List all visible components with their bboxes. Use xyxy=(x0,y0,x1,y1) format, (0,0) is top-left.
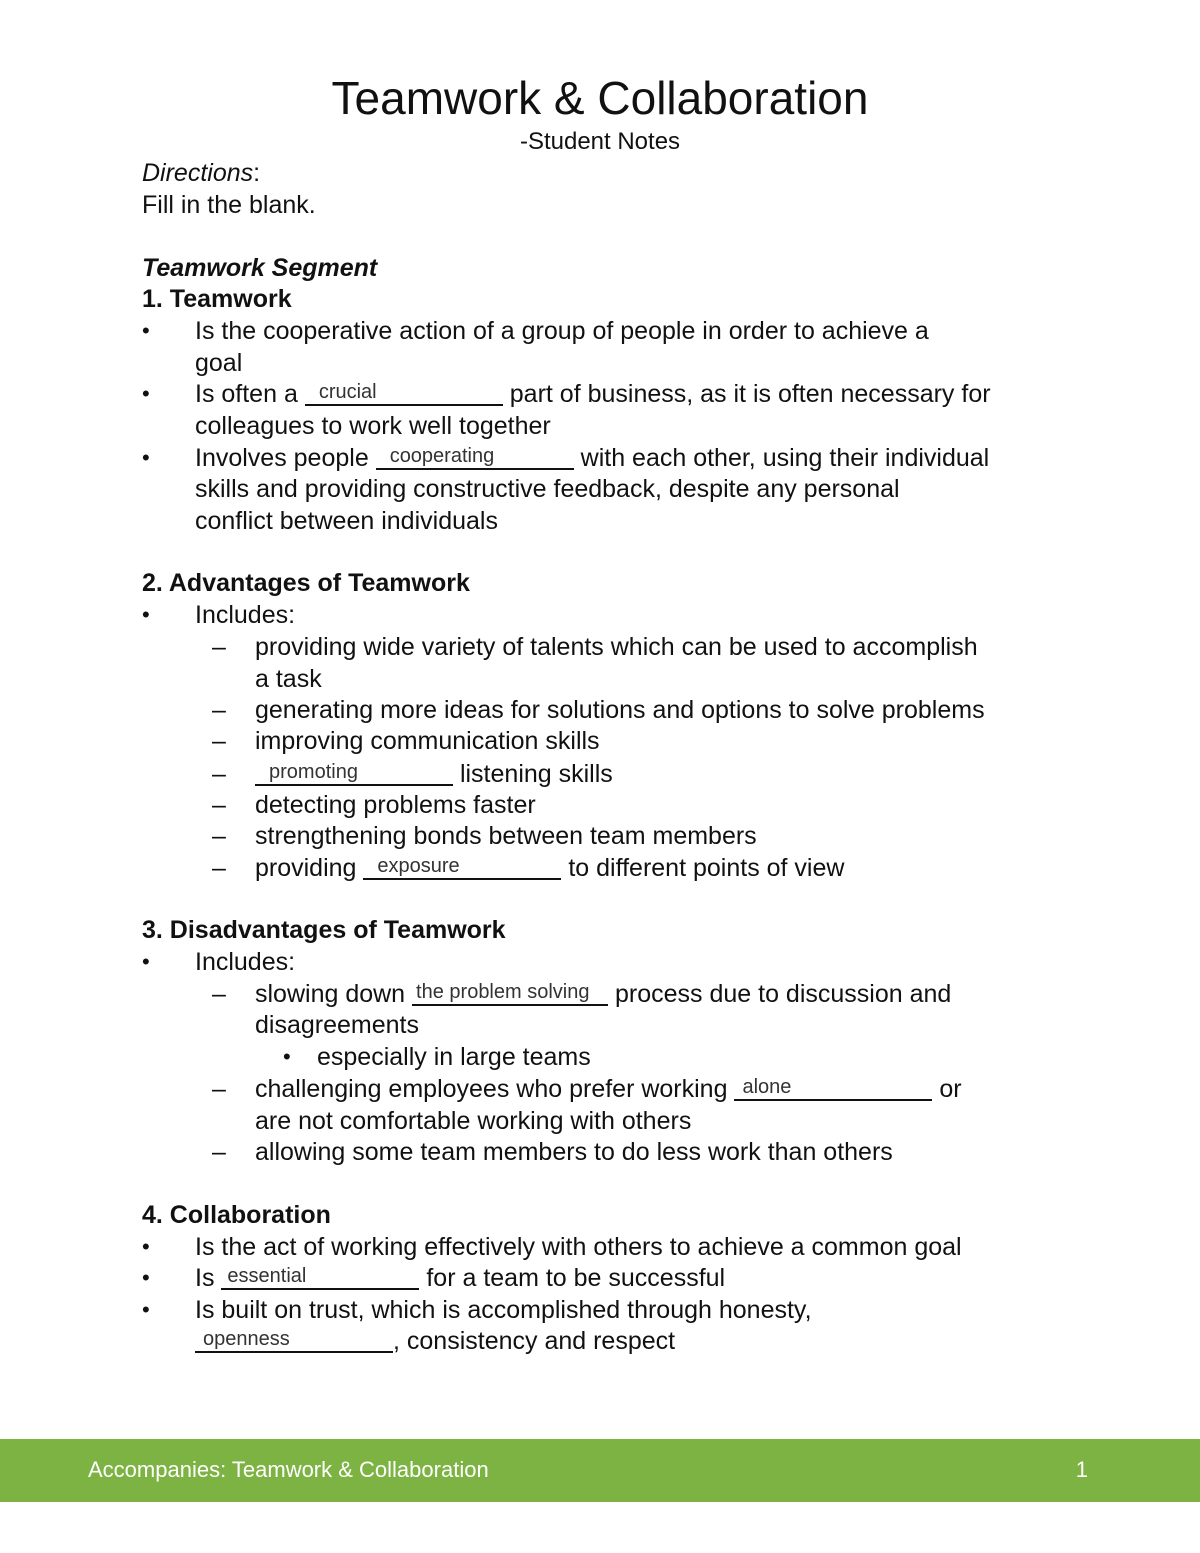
dash-icon: – xyxy=(212,980,226,1008)
document-title: Teamwork & Collaboration xyxy=(331,72,869,124)
list-item: Is built on trust, which is accomplished through honesty, xyxy=(195,1296,812,1324)
text-segment: Involves people xyxy=(195,444,369,472)
text-segment: for a team to be successful xyxy=(426,1264,726,1292)
list-item-continued: colleagues to work well together xyxy=(195,412,551,440)
dash-icon: – xyxy=(212,696,226,724)
section-heading: 4. Collaboration xyxy=(142,1201,331,1229)
sub-list-item: detecting problems faster xyxy=(255,791,536,819)
text-segment: slowing down xyxy=(255,980,406,1008)
text-segment: or xyxy=(939,1075,962,1103)
directions-label: Directions xyxy=(142,159,254,187)
list-item-continued xyxy=(195,1325,675,1357)
fill-blank xyxy=(412,980,608,1006)
sub-list-item-continued: a task xyxy=(255,665,322,693)
sub-list-item: generating more ideas for solutions and options to solve problems xyxy=(255,696,985,724)
page-footer xyxy=(0,1439,1200,1502)
text-segment: , consistency and respect xyxy=(393,1327,676,1355)
bullet-icon: • xyxy=(142,381,150,406)
fill-blank xyxy=(305,380,503,406)
fill-blank xyxy=(255,760,453,786)
segment-title: Teamwork Segment xyxy=(142,254,378,282)
sub-list-item: allowing some team members to do less work than others xyxy=(255,1138,893,1166)
bullet-icon: • xyxy=(283,1044,291,1069)
text-segment: challenging employees who prefer working xyxy=(255,1075,728,1103)
list-item: Includes: xyxy=(195,601,296,629)
sub-list-item xyxy=(255,852,844,884)
list-item-continued: skills and providing constructive feedback, despite any personal xyxy=(195,475,900,503)
blank-answer: openness xyxy=(203,1328,290,1350)
sub-list-item: improving communication skills xyxy=(255,727,600,755)
list-item xyxy=(195,1262,725,1294)
nested-list-item: especially in large teams xyxy=(317,1043,591,1071)
list-item: Is the cooperative action of a group of people in order to achieve a xyxy=(195,317,929,345)
text-segment: Is often a xyxy=(195,380,298,408)
blank-answer: essential xyxy=(227,1265,307,1287)
bullet-icon: • xyxy=(142,1297,150,1322)
sub-list-item xyxy=(255,978,951,1010)
text-segment: with each other, using their individual xyxy=(580,444,990,472)
dash-icon: – xyxy=(212,1075,226,1103)
bullet-icon: • xyxy=(142,1265,150,1290)
fill-blank xyxy=(376,444,574,470)
bullet-icon: • xyxy=(142,949,150,974)
text-segment: Is xyxy=(195,1264,215,1292)
section-heading: 1. Teamwork xyxy=(142,285,292,313)
page-number: 1 xyxy=(1075,1457,1088,1482)
text-segment: part of business, as it is often necessary for xyxy=(509,380,991,408)
blank-answer: promoting xyxy=(269,761,358,783)
bullet-icon: • xyxy=(142,445,150,470)
dash-icon: – xyxy=(212,760,226,788)
text-segment: providing xyxy=(255,854,357,882)
list-item: Includes: xyxy=(195,948,296,976)
bullet-icon: • xyxy=(142,1234,150,1259)
fill-blank xyxy=(195,1327,393,1353)
section-heading: 3. Disadvantages of Teamwork xyxy=(142,916,506,944)
directions-text: Fill in the blank. xyxy=(142,191,316,219)
text-segment: listening skills xyxy=(459,760,613,788)
dash-icon: – xyxy=(212,1138,226,1166)
text-segment: to different points of view xyxy=(568,854,845,882)
dash-icon: – xyxy=(212,633,226,661)
blank-answer: crucial xyxy=(318,381,377,403)
blank-answer: the problem solving xyxy=(416,981,590,1003)
sub-list-item-continued: are not comfortable working with others xyxy=(255,1107,692,1135)
list-item-continued: goal xyxy=(195,349,243,377)
sub-list-item-continued: disagreements xyxy=(255,1011,419,1039)
fill-blank xyxy=(734,1075,932,1101)
blank-answer: alone xyxy=(742,1076,792,1098)
sub-list-item xyxy=(255,758,613,790)
fill-blank xyxy=(363,854,561,880)
section-heading: 2. Advantages of Teamwork xyxy=(142,569,470,597)
blank-answer: exposure xyxy=(377,855,460,877)
blank-answer: cooperating xyxy=(389,445,495,467)
list-item xyxy=(195,442,989,474)
list-item: Is the act of working effectively with others to achieve a common goal xyxy=(195,1233,962,1261)
sub-list-item: strengthening bonds between team members xyxy=(255,822,757,850)
footer-text: Accompanies: Teamwork & Collaboration xyxy=(88,1457,489,1482)
list-item xyxy=(195,378,991,410)
bullet-icon: • xyxy=(142,602,150,627)
dash-icon: – xyxy=(212,822,226,850)
fill-blank xyxy=(221,1264,419,1290)
dash-icon: – xyxy=(212,791,226,819)
document-subtitle: -Student Notes xyxy=(519,128,681,155)
directions-colon: : xyxy=(253,159,261,187)
dash-icon: – xyxy=(212,854,226,882)
sub-list-item xyxy=(255,1073,962,1105)
bullet-icon: • xyxy=(142,318,150,343)
sub-list-item: providing wide variety of talents which can be used to accomplish xyxy=(255,633,978,661)
dash-icon: – xyxy=(212,727,226,755)
text-segment: process due to discussion and xyxy=(615,980,952,1008)
directions-line xyxy=(142,157,260,189)
list-item-continued: conflict between individuals xyxy=(195,507,498,535)
